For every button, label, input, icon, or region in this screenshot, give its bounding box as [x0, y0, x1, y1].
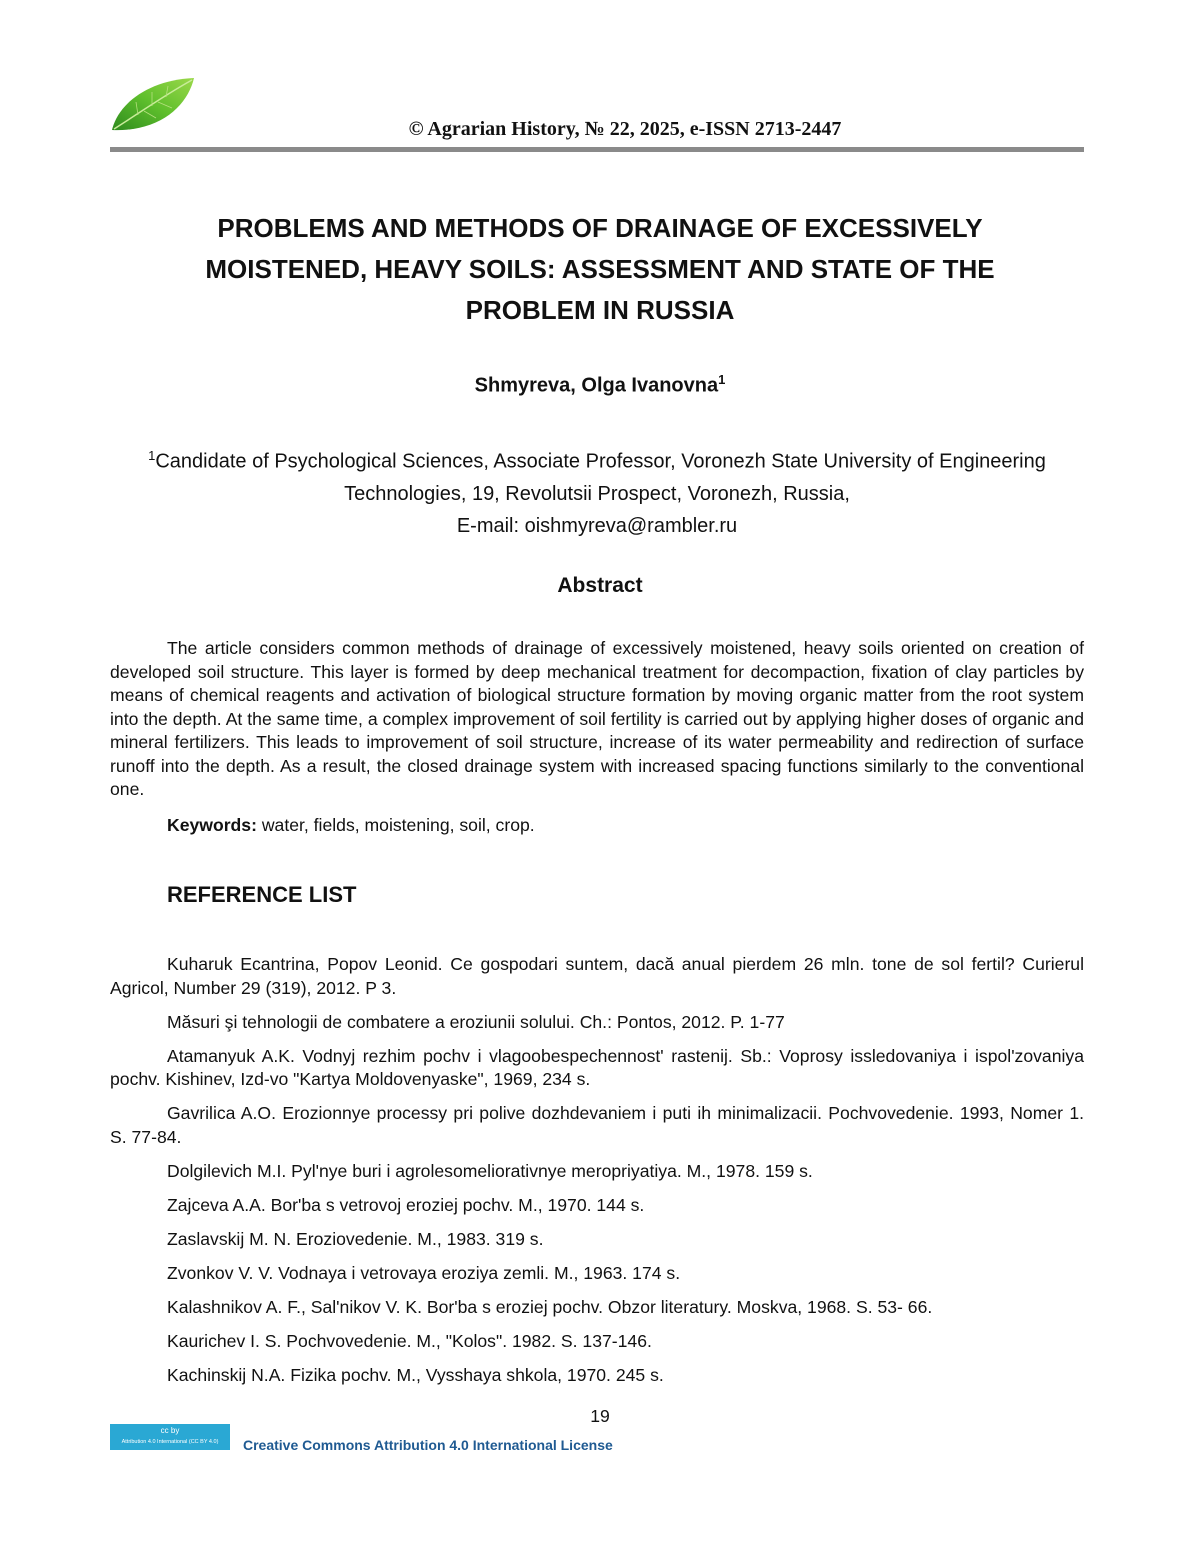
author-name-text: Shmyreva, Olga Ivanovna [474, 374, 719, 397]
reference-item: Kachinskij N.A. Fizika pochv. M., Vysshaya shkola, 1970. 245 s. [167, 1364, 664, 1385]
reference-item: Kalashnikov A. F., Sal'nikov V. K. Bor'ba s eroziej pochv. Obzor literatury. Moskva, 1968. S. 53- 66. [167, 1296, 933, 1317]
license-link[interactable]: Creative Commons Attribution 4.0 International License [243, 1437, 613, 1453]
cc-license-badge[interactable] [110, 1424, 230, 1450]
reference-item: Zaslavskij M. N. Eroziovedenie. M., 1983. 319 s. [167, 1228, 544, 1249]
affiliation-line-2: Technologies, 19, Revolutsii Prospect, Voronezh, Russia, [344, 482, 850, 505]
reference-list-heading: REFERENCE LIST [167, 882, 357, 907]
affiliation-superscript: 1 [148, 448, 156, 463]
cc-badge-text: Attribution 4.0 International (CC BY 4.0) [121, 1439, 219, 1445]
author-affiliation [110, 440, 1084, 542]
reference-list [110, 953, 1084, 1398]
abstract-text: The article considers common methods of drainage of excessively moistened, heavy soils oriented on creation of developed soil structure. This layer is formed by deep mechanical treatment for decompaction, fixation of clay particles by means of chemical reagents and activation of biological structure formation by moving organic matter from the root system into the depth. At the same time, a complex improvement of soil fertility is carried out by applying higher doses of organic and mineral fertilizers. This leads to improvement of soil structure, increase of its water permeability and redirection of surface runoff into the depth. As a result, the closed drainage system with increased spacing functions similarly to the conventional one. [110, 638, 1084, 799]
keywords-label: Keywords: [167, 815, 257, 835]
reference-item: Zajceva A.A. Bor'ba s vetrovoj eroziej pochv. M., 1970. 144 s. [167, 1194, 645, 1215]
affiliation-line-1: $^1$Candidate of Psychological Sciences, Associate Professor, Voronezh State University of Engineering [148, 448, 1046, 473]
article-title: PROBLEMS AND METHODS OF DRAINAGE OF EXCESSIVELY MOISTENED, HEAVY SOILS: ASSESSMENT AND STATE OF THE PROBLEM IN RUSSIA [205, 213, 995, 325]
reference-item: Kaurichev I. S. Pochvovedenie. M., "Kolos". 1982. S. 137-146. [167, 1330, 652, 1351]
affiliation-email[interactable]: E-mail: oishmyreva@rambler.ru [456, 514, 738, 537]
reference-item: Gavrilica A.O. Erozionnye processy pri polive dozhdevaniem i puti ih minimalizacii. Pochvovedenie. 1993, Nomer 1. S. 77-84. [110, 1103, 1084, 1147]
reference-item: Dolgilevich M.I. Pyl'nye buri i agrolesomeliorativnye meropriyatiya. M., 1978. 159 s. [167, 1160, 813, 1181]
reference-item: Kuharuk Ecantrina, Popov Leonid. Ce gospodari suntem, dacă anual pierdem 26 mln. tone de sol fertil? Curierul Agricol, Number 29 (319), 2012. P 3. [110, 954, 1084, 998]
header-divider [110, 147, 1084, 152]
author-name [0, 372, 1200, 398]
keywords [167, 815, 535, 836]
author-superscript: 1 [718, 372, 726, 387]
reference-item: Zvonkov V. V. Vodnaya i vetrovaya eroziya zemli. M., 1963. 174 s. [167, 1262, 681, 1283]
journal-header: © Agrarian History, № 22, 2025, e-ISSN 2713-2447 [408, 118, 842, 140]
reference-item: Atamanyuk A.K. Vodnyj rezhim pochv i vlagoobespechennost' rastenij. Sb.: Voprosy issledovaniya i ispol'zovaniya pochv. Kishinev, Izd-vo "Kartya Moldovenyaske", 1969, 234 s. [110, 1045, 1084, 1089]
keywords-text: water, fields, moistening, soil, crop. [256, 815, 535, 835]
page-number: 19 [590, 1406, 610, 1426]
reference-item: Măsuri şi tehnologii de combatere a eroziunii solului. Ch.: Pontos, 2012. P. 1-77 [167, 1011, 785, 1032]
abstract-heading: Abstract [557, 574, 643, 597]
cc-by-icon: cc by [160, 1426, 180, 1435]
